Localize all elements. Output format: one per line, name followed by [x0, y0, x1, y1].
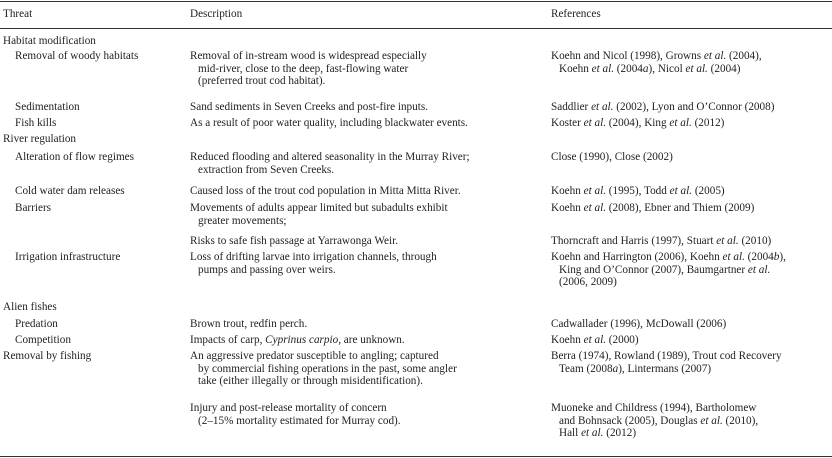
- references-cell-line: Koster et al. (2004), King et al. (2012): [551, 117, 725, 129]
- description-cell: [190, 350, 457, 388]
- references-cell: [551, 151, 673, 164]
- references-cell-line: Cadwallader (1996), McDowall (2006): [551, 318, 727, 330]
- description-cell-line: Brown trout, redfin perch.: [190, 318, 308, 330]
- references-cell: [551, 350, 782, 375]
- references-cell-line: Koehn and Nicol (1998), Growns et al. (2004),: [551, 50, 762, 62]
- references-cell: [551, 50, 762, 75]
- table-header: [0, 8, 832, 24]
- description-cell: [190, 101, 428, 114]
- references-cell: [551, 251, 786, 289]
- description-cell: [190, 318, 307, 331]
- description-cell-line: As a result of poor water quality, including blackwater events.: [190, 117, 468, 129]
- threat-name: Sedimentation: [15, 101, 80, 113]
- references-cell-line: Koehn et al. (2000): [551, 334, 639, 346]
- description-cell-line: take (either illegally or through misidentification).: [198, 375, 423, 388]
- description-cell-line: Reduced flooding and altered seasonality in the Murray River;: [190, 151, 470, 163]
- top-rule: [0, 1, 832, 2]
- threat-name: Alteration of flow regimes: [15, 151, 134, 163]
- threat-name: Competition: [15, 334, 71, 346]
- references-cell-line: Muoneke and Childress (1994), Bartholomew: [551, 402, 757, 414]
- references-cell-line: Saddlier et al. (2002), Lyon and O’Connor (2008): [551, 101, 775, 113]
- description-cell: [190, 202, 448, 227]
- threat-name: Fish kills: [15, 117, 57, 129]
- description-cell: [190, 402, 401, 427]
- header-threat: Threat: [3, 8, 33, 20]
- description-cell-line: Loss of drifting larvae into irrigation channels, through: [190, 251, 437, 263]
- description-cell-line: Risks to safe fish passage at Yarrawonga Weir.: [190, 235, 398, 247]
- references-cell-line: Team (2008a), Lintermans (2007): [559, 362, 712, 375]
- references-cell: [551, 235, 771, 248]
- description-cell-line: An aggressive predator susceptible to angling; captured: [190, 350, 439, 362]
- references-cell-line: Thorncraft and Harris (1997), Stuart et al. (2010): [551, 235, 772, 247]
- references-cell: [551, 202, 754, 215]
- description-cell-line: mid-river, close to the deep, fast-flowing water: [198, 62, 409, 75]
- threat-name: Irrigation infrastructure: [15, 251, 121, 263]
- references-cell: [551, 334, 639, 347]
- references-cell: [551, 318, 726, 331]
- description-cell-line: Sand sediments in Seven Creeks and post-fire inputs.: [190, 101, 429, 113]
- threat-name: Barriers: [15, 202, 52, 214]
- description-cell: [190, 251, 437, 276]
- description-cell-line: pumps and passing over weirs.: [198, 263, 336, 276]
- description-cell-line: Injury and post-release mortality of concern: [190, 402, 387, 414]
- references-cell-line: Koehn et al. (1995), Todd et al. (2005): [551, 185, 725, 197]
- description-cell-line: by commercial fishing operations in the past, some angler: [198, 362, 457, 375]
- description-cell-line: greater movements;: [198, 214, 287, 227]
- references-cell: [551, 101, 774, 114]
- references-cell-line: and Bohnsack (2005), Douglas et al. (2010),: [559, 414, 759, 427]
- header-description: Description: [190, 8, 243, 20]
- references-cell: [551, 185, 725, 198]
- description-cell-line: (preferred trout cod habitat).: [198, 75, 326, 88]
- threat-name: Removal of woody habitats: [15, 50, 139, 62]
- threat-category: River regulation: [3, 133, 77, 145]
- references-cell-line: Koehn et al. (2008), Ebner and Thiem (2009): [551, 202, 755, 214]
- description-cell: [190, 50, 427, 88]
- description-cell-line: Movements of adults appear limited but subadults exhibit: [190, 202, 448, 214]
- references-cell-line: Koehn and Harrington (2006), Koehn et al. (2004b),: [551, 251, 786, 263]
- references-cell-line: Koehn et al. (2004a), Nicol et al. (2004): [559, 62, 741, 75]
- description-cell: [190, 117, 468, 130]
- references-cell-line: Close (1990), Close (2002): [551, 151, 673, 163]
- description-cell-line: Removal of in-stream wood is widespread especially: [190, 50, 427, 62]
- description-cell-line: extraction from Seven Creeks.: [198, 163, 335, 176]
- description-cell: [190, 235, 398, 248]
- threat-category: Alien fishes: [3, 301, 57, 313]
- references-cell-line: (2006, 2009): [559, 276, 617, 289]
- references-cell-line: Berra (1974), Rowland (1989), Trout cod Recovery: [551, 350, 782, 362]
- description-cell: [190, 151, 470, 176]
- references-cell-line: Hall et al. (2012): [559, 427, 637, 440]
- references-cell: [551, 117, 724, 130]
- header-rule: [0, 28, 832, 29]
- threat-name: Cold water dam releases: [15, 185, 125, 197]
- threat-name: Predation: [15, 318, 58, 330]
- references-cell: [551, 402, 758, 440]
- bottom-rule: [0, 456, 832, 457]
- description-cell: [190, 334, 405, 347]
- description-cell-line: Caused loss of the trout cod population in Mitta Mitta River.: [190, 185, 461, 197]
- header-references: References: [551, 8, 601, 20]
- threat-category: Removal by fishing: [3, 350, 92, 362]
- threat-category: Habitat modification: [3, 35, 96, 47]
- references-cell-line: King and O’Connor (2007), Baumgartner et al.: [559, 263, 771, 276]
- description-cell: [190, 185, 461, 198]
- description-cell-line: (2–15% mortality estimated for Murray cod).: [198, 414, 401, 427]
- description-cell-line: Impacts of carp, Cyprinus carpio, are unknown.: [190, 334, 405, 346]
